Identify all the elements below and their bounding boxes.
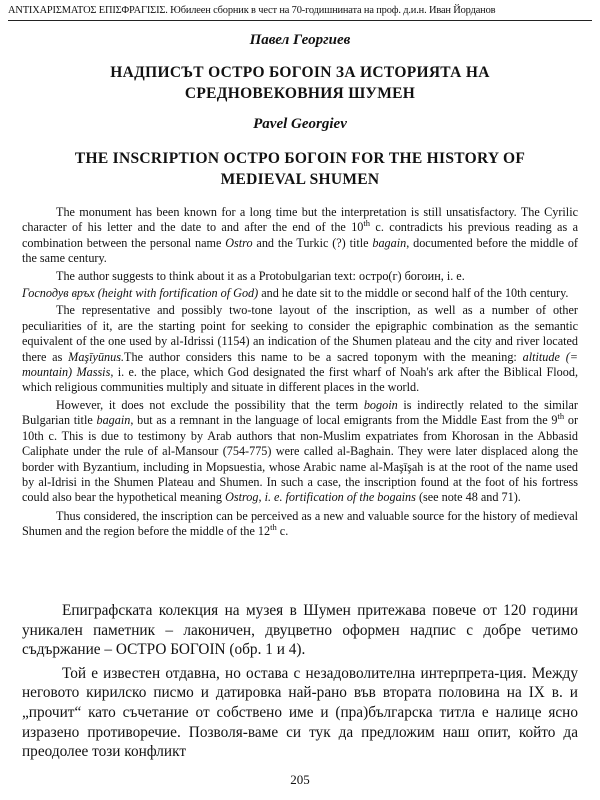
- body-paragraph-1: Епиграфската колекция на музея в Шумен притежава повече от 120 години уникален паметник – лаконичен, двуцветно оформен надпис с добре четимо съдържание – ОСТРО БОГОIN (обр. 1 и 4).: [22, 602, 578, 659]
- title-bulgarian-line1: НАДПИСЪТ ОСТРО БОГОIN ЗА ИСТОРИЯТА НА: [110, 64, 490, 81]
- body-paragraph-2: Той е известен отдавна, но остава с незадоволителна интерпрета-ция. Между неговото кирилско писмо и датировка най-рано във втората половина на IX в. и „прочит“ като съчетание от собствено име и (пра)българска титла е налице ясно изразено противоречие. Позволя-ваме си тук да предложим наш опит, който да преодолее този конфликт: [22, 664, 578, 761]
- abstract-paragraph-3: Господув връх (height with fortification of God) and he date sit to the middle or second half of the 10th century.: [22, 286, 569, 301]
- title-bulgarian-line2: СРЕДНОВЕКОВНИЯ ШУМЕН: [184, 85, 416, 102]
- abstract-paragraph-4: The representative and possibly two-tone layout of the inscription, as well as a number of other peculiarities of it, are the starting point for seeking to consider the epigraphic combination as the semantic equivalent of the one used by al-Idrissi (1154) an indication of the Shumen plateau and the city and river located there as Maşīyūnus.The author considers this name to be a sacred toponym with the meaning: altitude (= mountain) Massis, i. e. the place, which God designated the first wharf of Noah's ark after the Biblical Flood, which religious communities multiply and situate in different places in the world.: [22, 303, 579, 395]
- author-bulgarian: Павел Георгиев: [249, 32, 351, 48]
- abstract-paragraph-5: However, it does not exclude the possibility that the term bogoin is indirectly related to the similar Bulgarian title bagain, but as a remnant in the language of local emigrants from the Middle East from the 9th or 10th c. This is due to testimony by Arab authors that non-Muslim expatriates from Khorosan in the Abbasid Caliphate under the rule of al-Mansour (754-775) were called al-Baghain. They were later displaced along the border with Byzantium, including in Mopsuestia, whose Arabic name al-Maşīşah is at the root of the name used by al-Idrisi in the Shumen Plateau and Shumen. In such a case, the inscription found at the foot of his fortress could also bear the hypothetical meaning Ostrog, i. e. fortification of the bogains (see note 48 and 71).: [22, 397, 579, 505]
- title-english-line1: THE INSCRIPTION ОСТРО БОГОIN FOR THE HISTORY OF: [74, 150, 526, 167]
- title-english-line2: MEDIEVAL SHUMEN: [220, 171, 380, 188]
- header-rule: [8, 20, 592, 21]
- title-bulgarian: [60, 62, 540, 104]
- title-english: [60, 148, 540, 190]
- bulgarian-body-text: [22, 601, 578, 766]
- english-abstract: [22, 205, 578, 542]
- page-number: 205: [290, 772, 310, 787]
- author-english: Pavel Georgiev: [253, 116, 347, 132]
- abstract-paragraph-1: The monument has been known for a long time but the interpretation is still unsatisfactory. The Cyrilic character of his letter and the date to and after the end of the 10th c. contradicts his previous reading as a combination between the personal name Ostro and the Turkic (?) title bagain, documented before the middle of the same century.: [22, 205, 578, 266]
- abstract-paragraph-6: Thus considered, the inscription can be perceived as a new and valuable source for the history of medieval Shumen and the region before the middle of the 12th c.: [22, 508, 578, 539]
- running-head: ΑΝΤΙΧΑΡΙΣΜΑΤΟΣ ΕΠΙΣΦΡΑΓΙΣΙΣ. Юбилеен сборник в чест на 70-годишнината на проф. д.и.н. Иван Йорданов: [8, 5, 496, 16]
- abstract-paragraph-2: The author suggests to think about it as a Protobulgarian text: остро(г) богоин, i. e.: [56, 268, 465, 283]
- slavonic-text: остро(г) богоин: [358, 268, 441, 283]
